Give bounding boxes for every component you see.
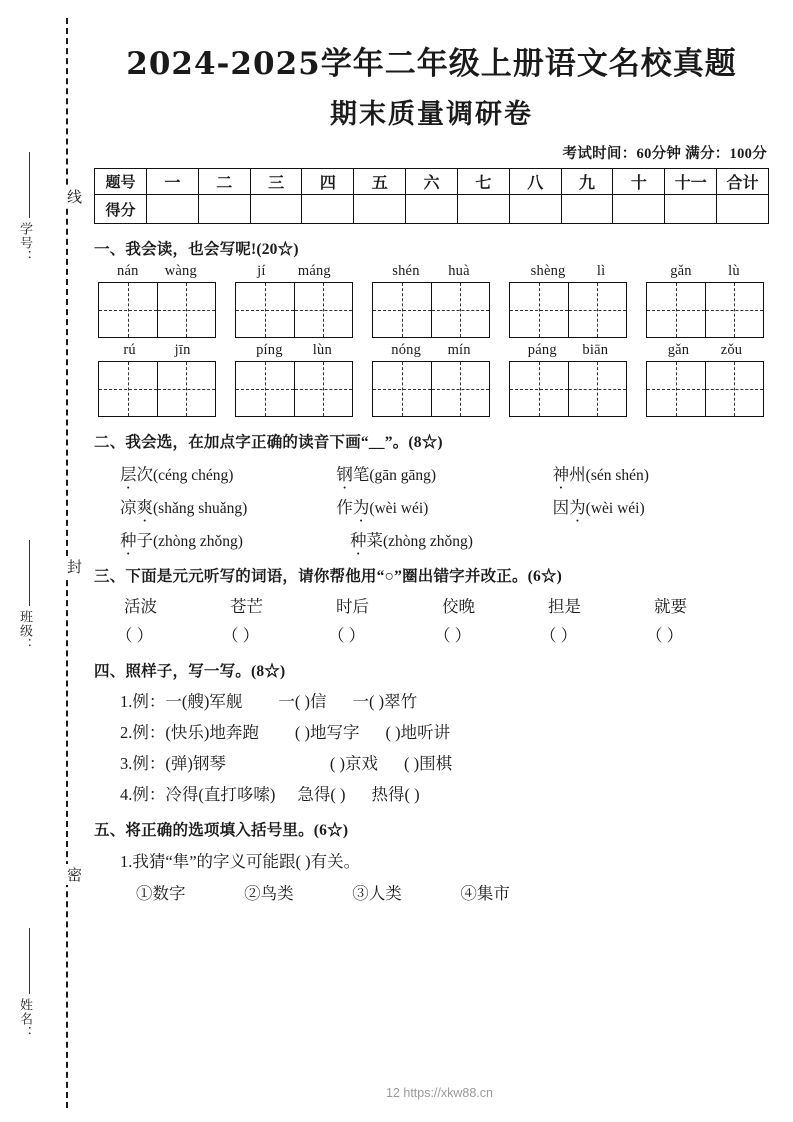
score-value-6[interactable] (406, 195, 458, 224)
dictation-word: 苍芒 (230, 597, 263, 616)
score-col-3: 三 (250, 169, 302, 195)
pinyin-group (372, 342, 490, 417)
choice-item[interactable] (553, 494, 769, 518)
dotted-char: 为 (569, 498, 586, 517)
section-1-title: 一、我会读，也会写呢!(20☆) (94, 241, 299, 258)
choice-pinyin[interactable]: (wèi wéi) (369, 500, 429, 517)
pinyin-group (235, 263, 353, 338)
tianzige-cell[interactable] (294, 283, 353, 337)
choice-item[interactable] (350, 527, 580, 551)
student-id-rule (29, 152, 30, 218)
section-3-words-row (94, 593, 769, 617)
pinyin-syllable: gǎn (667, 342, 690, 358)
item-example: 例：(弹)钢琴 (132, 754, 226, 773)
choice-word-prefix: 因 (552, 498, 570, 517)
score-value-2[interactable] (198, 195, 250, 224)
section-4-item-1 (94, 688, 769, 712)
seal-char-xian: 线 (56, 186, 80, 207)
tianzige-cell[interactable] (373, 362, 431, 416)
dotted-char: 爽 (136, 498, 153, 517)
pinyin-syllable: biān (582, 342, 609, 358)
score-col-4: 四 (302, 169, 354, 195)
pinyin-group (235, 342, 353, 417)
pinyin-group (646, 342, 764, 417)
tianzige-cell[interactable] (236, 283, 294, 337)
tianzige-cell[interactable] (99, 283, 157, 337)
item-number: 2. (120, 723, 133, 742)
pinyin-text (372, 342, 490, 361)
choice-pinyin[interactable]: (gān gāng) (369, 467, 437, 484)
tianzige-cell[interactable] (568, 362, 627, 416)
exam-meta: 考试时间：60分钟 满分：100分 (562, 146, 767, 162)
pinyin-group (98, 263, 216, 338)
score-col-9: 九 (561, 169, 613, 195)
tianzige-cell[interactable] (373, 283, 431, 337)
pinyin-syllable: rú (123, 342, 136, 358)
dotted-char: 钢 (336, 465, 353, 484)
score-table-row-label-2: 得分 (95, 195, 147, 224)
score-table (94, 168, 769, 224)
item-blank[interactable]: ( )京戏 (329, 754, 378, 773)
answer-blank[interactable]: （ ） (222, 626, 260, 645)
choice-item[interactable] (120, 527, 350, 551)
score-col-5: 五 (354, 169, 406, 195)
tianzige-cell[interactable] (568, 283, 627, 337)
seal-char-mi: 密 (56, 864, 80, 885)
choice-word-prefix: 凉 (120, 498, 137, 517)
pinyin-group (98, 342, 216, 417)
score-col-1: 一 (147, 169, 199, 195)
item-example: 例：一(艘)军舰 (132, 692, 243, 711)
page-title: 2024-2025学年二年级上册语文名校真题 (126, 46, 737, 82)
choice-item[interactable] (553, 461, 769, 485)
item-blank[interactable]: 一( )信 (278, 692, 327, 711)
dotted-char: 种 (120, 531, 137, 550)
section-4-item-4 (94, 781, 769, 805)
choice-item[interactable] (336, 461, 552, 485)
tianzige-grid[interactable] (98, 282, 216, 338)
choice-word-prefix: 作 (336, 498, 353, 517)
score-col-8: 八 (509, 169, 561, 195)
answer-blank[interactable]: （ ） (540, 626, 578, 645)
item-number: 1. (120, 692, 133, 711)
field-student-id: 学号： (18, 222, 33, 264)
pinyin-group (509, 342, 627, 417)
section-4-item-2 (94, 719, 769, 743)
option-2[interactable]: ②鸟类 (244, 884, 294, 903)
tianzige-grid[interactable] (235, 282, 353, 338)
page-subtitle: 期末质量调研卷 (330, 99, 533, 130)
pinyin-text (509, 263, 627, 282)
pinyin-text (509, 342, 627, 361)
tianzige-grid[interactable] (235, 361, 353, 417)
pinyin-text (646, 342, 764, 361)
pinyin-syllable: lì (596, 263, 606, 279)
pinyin-text (98, 342, 216, 361)
pinyin-group (646, 263, 764, 338)
option-4[interactable]: ④集市 (460, 884, 510, 903)
tianzige-cell[interactable] (431, 283, 490, 337)
tianzige-grid[interactable] (98, 361, 216, 417)
item-blank[interactable]: ( )地听讲 (385, 723, 451, 742)
choice-word-rest: 笔 (352, 465, 370, 484)
answer-blank[interactable]: （ ） (116, 626, 154, 645)
pinyin-syllable: jí (257, 263, 266, 279)
tianzige-cell[interactable] (157, 283, 216, 337)
pinyin-syllable: zǒu (720, 342, 743, 358)
tianzige-cell[interactable] (99, 362, 157, 416)
answer-blank[interactable]: （ ） (328, 626, 366, 645)
score-col-7: 七 (457, 169, 509, 195)
section-5-question[interactable]: 1.我猜“隼”的字义可能跟( )有关。 (120, 852, 361, 871)
choice-word-rest: 州 (569, 465, 586, 484)
item-number: 3. (120, 754, 133, 773)
tianzige-grid[interactable] (372, 282, 490, 338)
pinyin-syllable: huà (448, 263, 470, 279)
pinyin-syllable: lù (728, 263, 740, 279)
score-value-8[interactable] (509, 195, 561, 224)
pinyin-text (235, 263, 353, 282)
item-example: 例：冷得(直打哆嗦) (132, 785, 276, 804)
tianzige-cell[interactable] (705, 283, 764, 337)
tianzige-cell[interactable] (647, 283, 705, 337)
dictation-word: 担是 (548, 597, 581, 616)
pinyin-text (98, 263, 216, 282)
section-3-title: 三、下面是元元听写的词语，请你帮他用“○”圈出错字并改正。(6☆) (94, 568, 563, 585)
pinyin-group (372, 263, 490, 338)
item-blank[interactable]: ( )围棋 (404, 754, 453, 773)
tianzige-grid[interactable] (509, 282, 627, 338)
answer-blank[interactable]: （ ） (646, 626, 684, 645)
score-col-total: 合计 (717, 169, 769, 195)
score-value-1[interactable] (147, 195, 199, 224)
score-value-11[interactable] (665, 195, 717, 224)
score-value-9[interactable] (561, 195, 613, 224)
section-4-item-3 (94, 750, 769, 774)
section-2-row-3 (94, 527, 769, 551)
field-name: 姓名： (18, 998, 33, 1040)
pinyin-syllable: wàng (164, 263, 197, 279)
pinyin-group (509, 263, 627, 338)
score-col-2: 二 (198, 169, 250, 195)
item-blank[interactable]: 一( )翠竹 (352, 692, 418, 711)
pinyin-syllable: nóng (391, 342, 422, 358)
dotted-char: 为 (352, 498, 370, 517)
score-value-4[interactable] (302, 195, 354, 224)
footer-watermark: 12 https://xkw88.cn (385, 1086, 493, 1100)
score-value-7[interactable] (457, 195, 509, 224)
dictation-word: 活波 (124, 597, 157, 616)
section-1-row-2 (94, 342, 769, 417)
seal-margin (0, 0, 86, 1122)
tianzige-cell[interactable] (510, 283, 568, 337)
pinyin-syllable: shèng (530, 263, 566, 279)
pinyin-text (372, 263, 490, 282)
tianzige-cell[interactable] (431, 362, 490, 416)
score-col-10: 十 (613, 169, 665, 195)
section-2-title: 二、我会选，在加点字正确的读音下画“__”。(8☆) (94, 434, 443, 451)
item-example: 例：(快乐)地奔跑 (132, 723, 259, 742)
exam-sheet (86, 0, 793, 1122)
choice-item[interactable] (336, 494, 552, 518)
pinyin-text (646, 263, 764, 282)
tianzige-grid[interactable] (646, 361, 764, 417)
section-5-options (94, 880, 769, 904)
option-3[interactable]: ③人类 (352, 884, 402, 903)
section-3-answer-row (94, 622, 769, 646)
pinyin-syllable: shén (392, 263, 420, 279)
score-col-6: 六 (406, 169, 458, 195)
pinyin-syllable: gǎn (670, 263, 692, 279)
item-blank[interactable]: 热得( ) (371, 785, 420, 804)
choice-pinyin[interactable]: (céng chéng) (153, 467, 234, 484)
field-class: 班级： (18, 610, 33, 652)
score-col-11: 十一 (665, 169, 717, 195)
choice-pinyin[interactable]: (wèi wéi) (585, 500, 645, 517)
dictation-word: 时后 (336, 597, 369, 616)
choice-pinyin[interactable]: (shǎng shuǎng) (153, 500, 248, 517)
tianzige-grid[interactable] (372, 361, 490, 417)
section-4-title: 四、照样子，写一写。(8☆) (94, 663, 286, 680)
dictation-word: 佼晚 (442, 597, 475, 616)
class-rule (29, 540, 30, 606)
pinyin-syllable: jīn (174, 342, 191, 358)
tianzige-cell[interactable] (647, 362, 705, 416)
choice-pinyin[interactable]: (sén shén) (585, 467, 649, 484)
pinyin-text (235, 342, 353, 361)
section-2-row-1 (94, 461, 769, 485)
score-value-10[interactable] (613, 195, 665, 224)
score-value-5[interactable] (354, 195, 406, 224)
dictation-word: 就要 (654, 597, 687, 616)
pinyin-syllable: píng (256, 342, 283, 358)
tianzige-grid[interactable] (646, 282, 764, 338)
section-5-title: 五、将正确的选项填入括号里。(6☆) (94, 822, 349, 839)
choice-word-rest: 子 (136, 531, 153, 550)
tianzige-grid[interactable] (509, 361, 627, 417)
item-number: 4. (120, 785, 133, 804)
score-value-total[interactable] (717, 195, 769, 224)
section-2-row-2 (94, 494, 769, 518)
score-value-3[interactable] (250, 195, 302, 224)
item-blank[interactable]: ( )地写字 (294, 723, 360, 742)
choice-item[interactable] (120, 494, 336, 518)
pinyin-syllable: nán (117, 263, 139, 279)
tianzige-cell[interactable] (294, 362, 353, 416)
tianzige-cell[interactable] (236, 362, 294, 416)
score-table-value-row (95, 195, 769, 224)
choice-item[interactable] (120, 461, 336, 485)
score-table-header-row (95, 169, 769, 195)
section-1-row-1 (94, 263, 769, 338)
dotted-char: 神 (552, 465, 570, 484)
dotted-char: 种 (350, 531, 367, 550)
pinyin-syllable: máng (297, 263, 331, 279)
option-1[interactable]: ①数字 (136, 884, 186, 903)
choice-pinyin[interactable]: (zhòng zhǒng) (383, 533, 473, 550)
pinyin-syllable: páng (527, 342, 557, 358)
pinyin-syllable: mín (447, 342, 471, 358)
choice-word-rest: 次 (136, 465, 153, 484)
score-table-row-label-1: 题号 (95, 169, 147, 195)
seal-char-feng: 封 (56, 556, 80, 577)
tianzige-cell[interactable] (705, 362, 764, 416)
item-blank[interactable]: 急得( ) (297, 785, 346, 804)
answer-blank[interactable]: （ ） (434, 626, 472, 645)
pinyin-syllable: lùn (312, 342, 332, 358)
dotted-char: 层 (120, 465, 137, 484)
choice-word-rest: 菜 (366, 531, 383, 550)
tianzige-cell[interactable] (157, 362, 216, 416)
choice-pinyin[interactable]: (zhòng zhǒng) (153, 533, 243, 550)
tianzige-cell[interactable] (510, 362, 568, 416)
name-rule (29, 928, 30, 994)
